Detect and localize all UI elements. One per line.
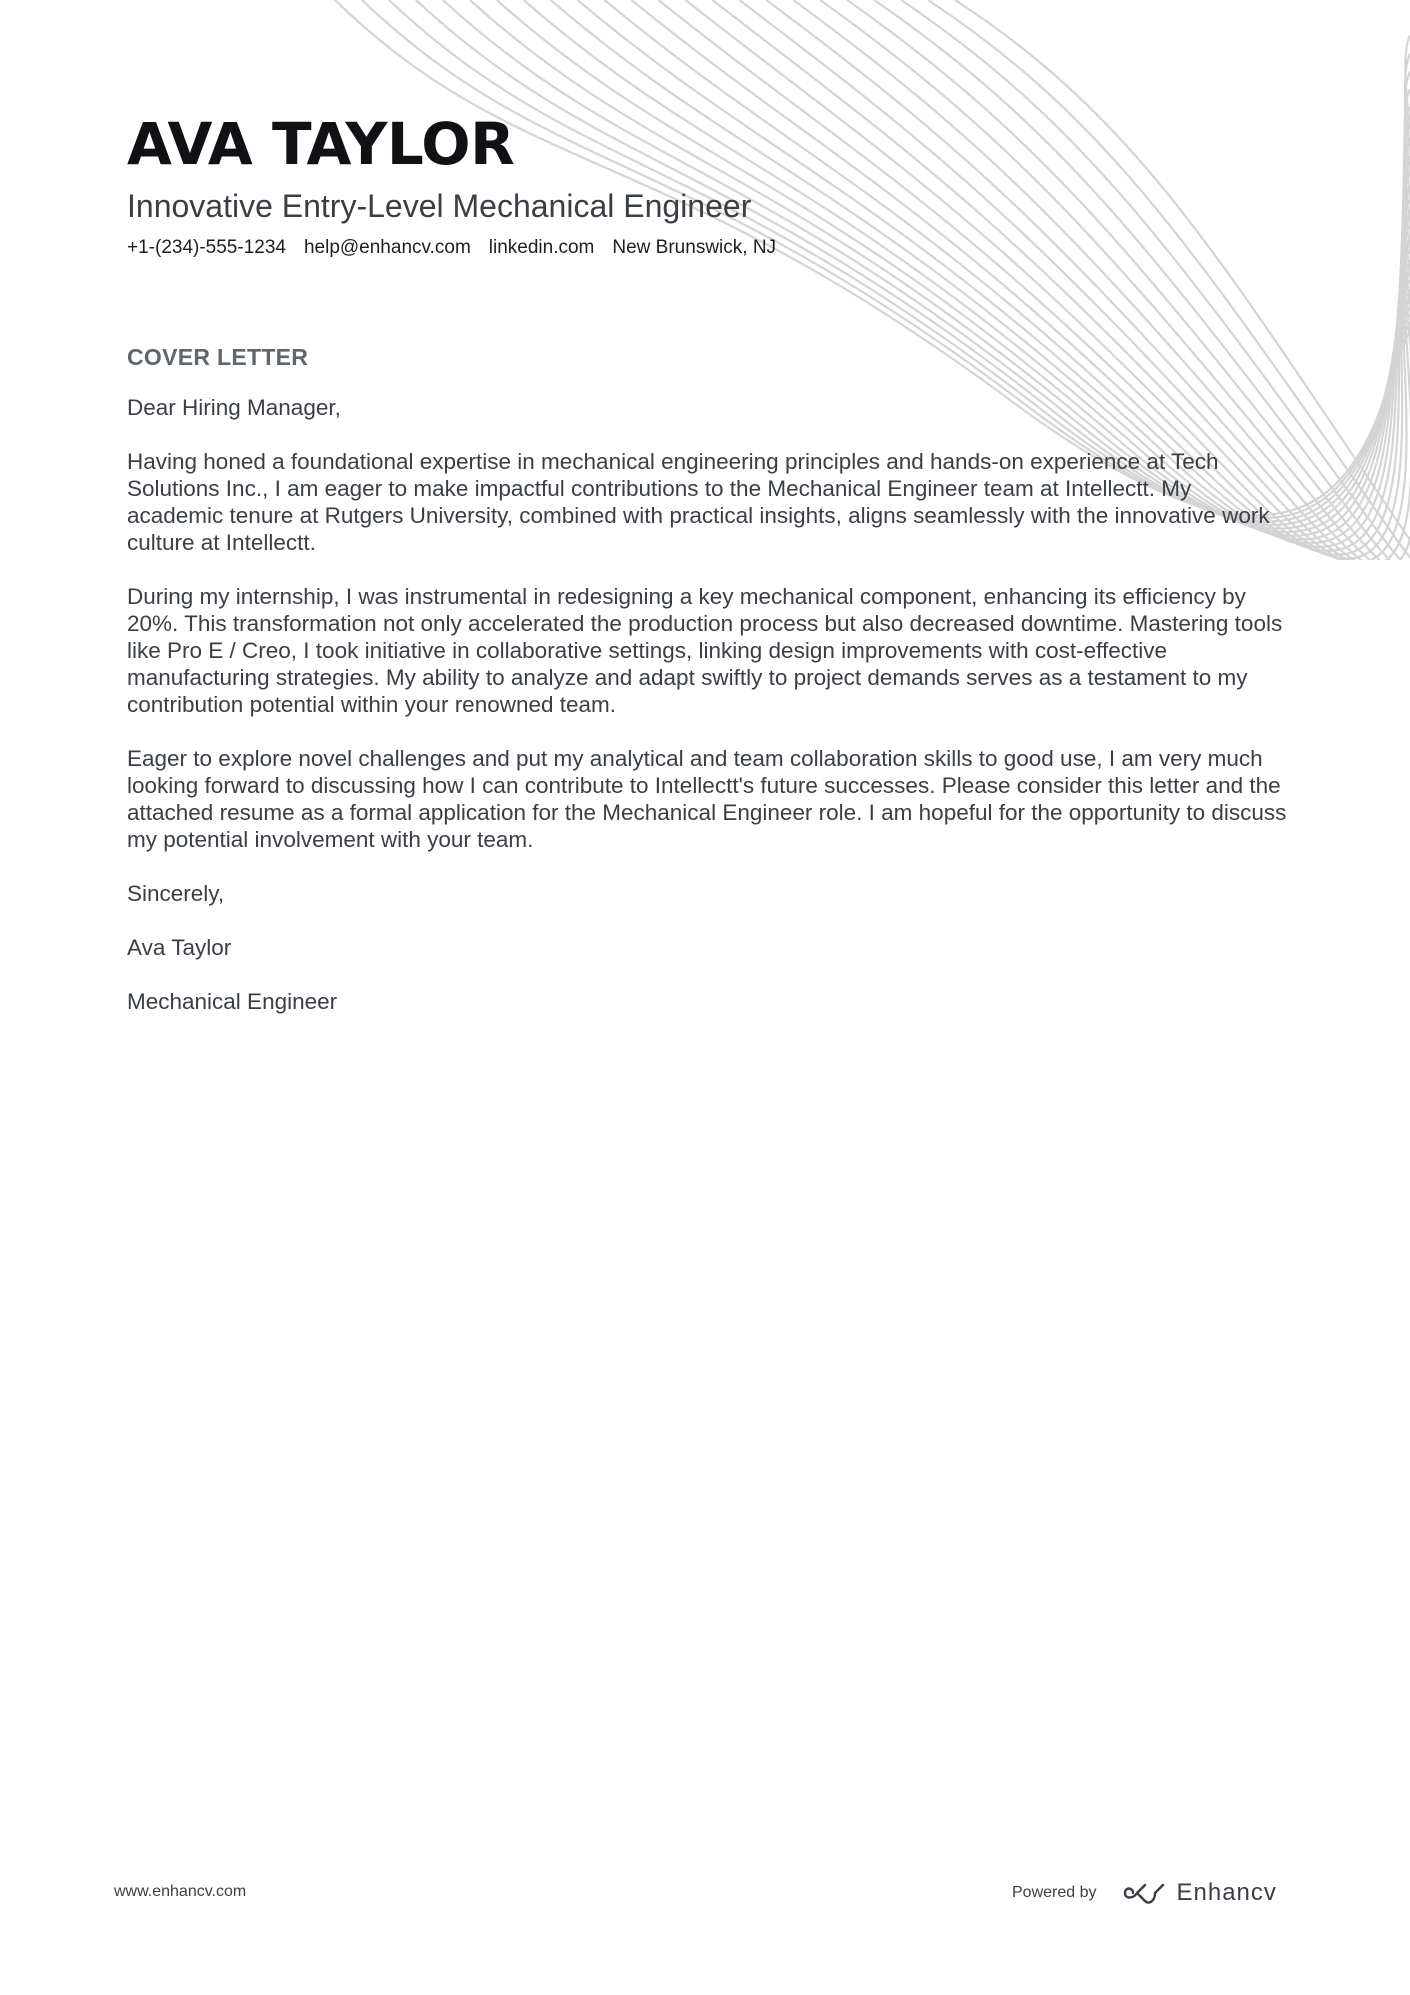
cover-letter-body: [127, 340, 1287, 1042]
candidate-name: AVA TAYLOR: [127, 110, 515, 178]
contact-location: New Brunswick, NJ: [612, 237, 777, 258]
signature-name: Ava Taylor: [127, 935, 232, 960]
powered-by-badge[interactable]: [1012, 1879, 1277, 1907]
greeting: Dear Hiring Manager,: [127, 395, 341, 420]
brand-logo: [1121, 1879, 1277, 1907]
section-heading: COVER LETTER: [127, 344, 309, 370]
paragraph-1: Having honed a foundational expertise in mechanical engineering principles and hands-on experience at Tech Solutions Inc., I am eager to make impactful contributions to the Mechanical Engineer team at Intellectt. My academic tenure at Rutgers University, combined with practical insights, aligns seamlessly with the innovative work culture at Intellectt.: [127, 449, 1270, 555]
contact-info: [127, 234, 1277, 262]
signature-title: Mechanical Engineer: [127, 989, 338, 1014]
brand-name: Enhancv: [1176, 1879, 1277, 1906]
powered-by-label: Powered by: [1012, 1884, 1097, 1901]
closing: Sincerely,: [127, 881, 225, 906]
contact-linkedin[interactable]: linkedin.com: [488, 237, 595, 258]
enhancv-logo-icon: [1121, 1881, 1167, 1905]
contact-email[interactable]: help@enhancv.com: [303, 237, 471, 258]
contact-phone[interactable]: +1-(234)-555-1234: [127, 237, 286, 258]
paragraph-2: During my internship, I was instrumental in redesigning a key mechanical component, enhancing its efficiency by 20%. This transformation not only accelerated the production process but also decreased downtime. Mastering tools like Pro E / Creo, I took initiative in collaborative settings, linking design improvements with cost-effective manufacturing strategies. My ability to analyze and adapt swiftly to project demands serves as a testament to my contribution potential within your renowned team.: [127, 584, 1283, 717]
letter-header: [127, 108, 1277, 262]
footer-website-link[interactable]: www.enhancv.com: [114, 1883, 247, 1900]
paragraph-3: Eager to explore novel challenges and put my analytical and team collaboration skills to good use, I am very much looking forward to discussing how I can contribute to Intellectt's future successes. Please consider this letter and the attached resume as a formal application for the Mechanical Engineer role. I am hopeful for the opportunity to discuss my potential involvement with your team.: [127, 746, 1287, 852]
candidate-title: Innovative Entry-Level Mechanical Engineer: [127, 188, 752, 224]
